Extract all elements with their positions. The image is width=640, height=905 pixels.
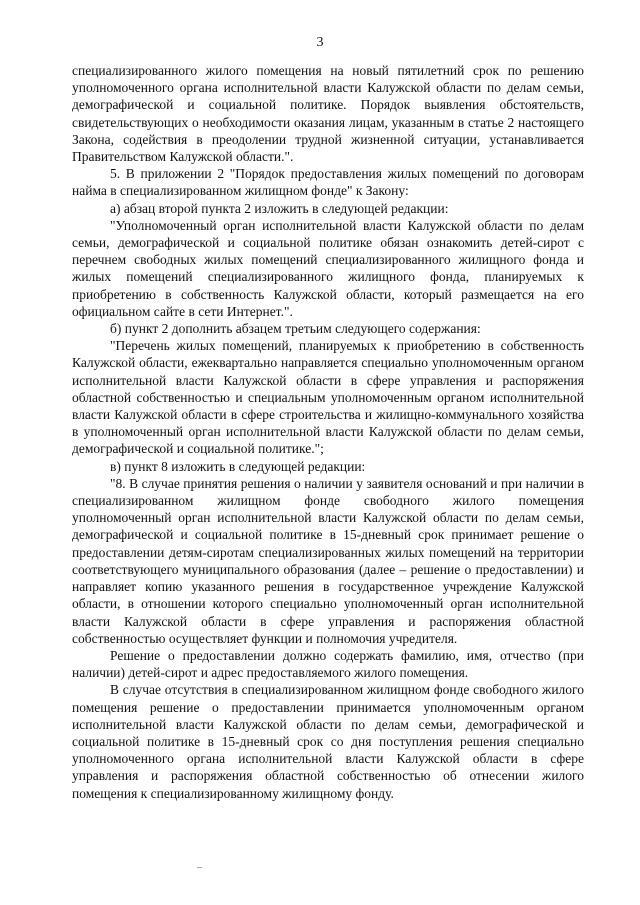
paragraph-item-5: 5. В приложении 2 "Порядок предоставления жилых помещений по договорам найма в специализированном жилищном фонде" к Закону: — [72, 166, 584, 199]
paragraph-point-8: "8. В случае принятия решения о наличии у заявителя оснований и при наличии в специализированном жилищном фонде свободного жилого помещения уполномоченный орган исполнительной власти Калужской области по делам семьи, демографической и социальной политике в 15-дневный срок принимает решение о предоставлении детям-сиротам специализированных жилых помещений на территории соответствующего муниципального образования (далее – решение о предоставлении) и направляет копию указанного решения в государственное учреждение Калужской области, в отношении которого специально уполномоченный орган исполнительной власти Калужской области в сфере управления и распоряжения областной собственностью осуществляет функции и полномочия учредителя. — [72, 475, 584, 646]
paragraph-continuation: специализированного жилого помещения на новый пятилетний срок по решению уполномоченного органа исполнительной власти Калужской области по делам семьи, демографической и социальной политике. Порядок выявления обстоятельств, свидетельствующих о необходимости оказания лицам, указанным в статье 2 настоящего Закона, содействия в преодолении трудной жизненной ситуации, устанавливается Правительством Калужской области.". — [72, 63, 584, 165]
paragraph-no-vacancy: В случае отсутствия в специализированном жилищном фонде свободного жилого помещения решение о предоставлении принимается уполномоченным органом исполнительной власти Калужской области по делам семьи, демографической и социальной политике в 15-дневный срок со дня поступления решения специально уполномоченного органа исполнительной власти Калужской области в сфере управления и распоряжения областной собственностью об отнесении жилого помещения к специализированному жилищному фонду. — [72, 682, 584, 801]
footer-mark: – — [197, 862, 202, 873]
paragraph-subitem-a: а) абзац второй пункта 2 изложить в следующей редакции: — [110, 200, 449, 216]
paragraph-quote-a: "Уполномоченный орган исполнительной власти Калужской области по делам семьи, демографической и социальной политике обязан ознакомить детей-сирот с перечнем свободных жилых помещений специализированного жилищного фонда и жилых помещений специализированного жилищного фонда, планируемых к приобретению в собственность Калужской области, который размещается на его официальном сайте в сети Интернет.". — [72, 217, 584, 319]
paragraph-subitem-v: в) пункт 8 изложить в следующей редакции: — [110, 458, 366, 474]
paragraph-decision-content: Решение о предоставлении должно содержать фамилию, имя, отчество (при наличии) детей-сирот и адрес предоставляемого жилого помещения. — [72, 647, 584, 681]
document-body — [72, 62, 584, 802]
paragraph-subitem-b: б) пункт 2 дополнить абзацем третьим следующего содержания: — [110, 321, 481, 337]
paragraph-quote-b: "Перечень жилых помещений, планируемых к приобретению в собственность Калужской области, ежеквартально направляется специально уполномоченным органом исполнительной власти Калужской области в сфере управления и распоряжения областной собственностью и специальным уполномоченным органом исполнительной власти Калужской области в сфере строительства и жилищно-коммунального хозяйства в уполномоченный орган исполнительной власти Калужской области по делам семьи, демографической и социальной политике."; — [72, 338, 584, 457]
page-number: 3 — [316, 35, 324, 50]
